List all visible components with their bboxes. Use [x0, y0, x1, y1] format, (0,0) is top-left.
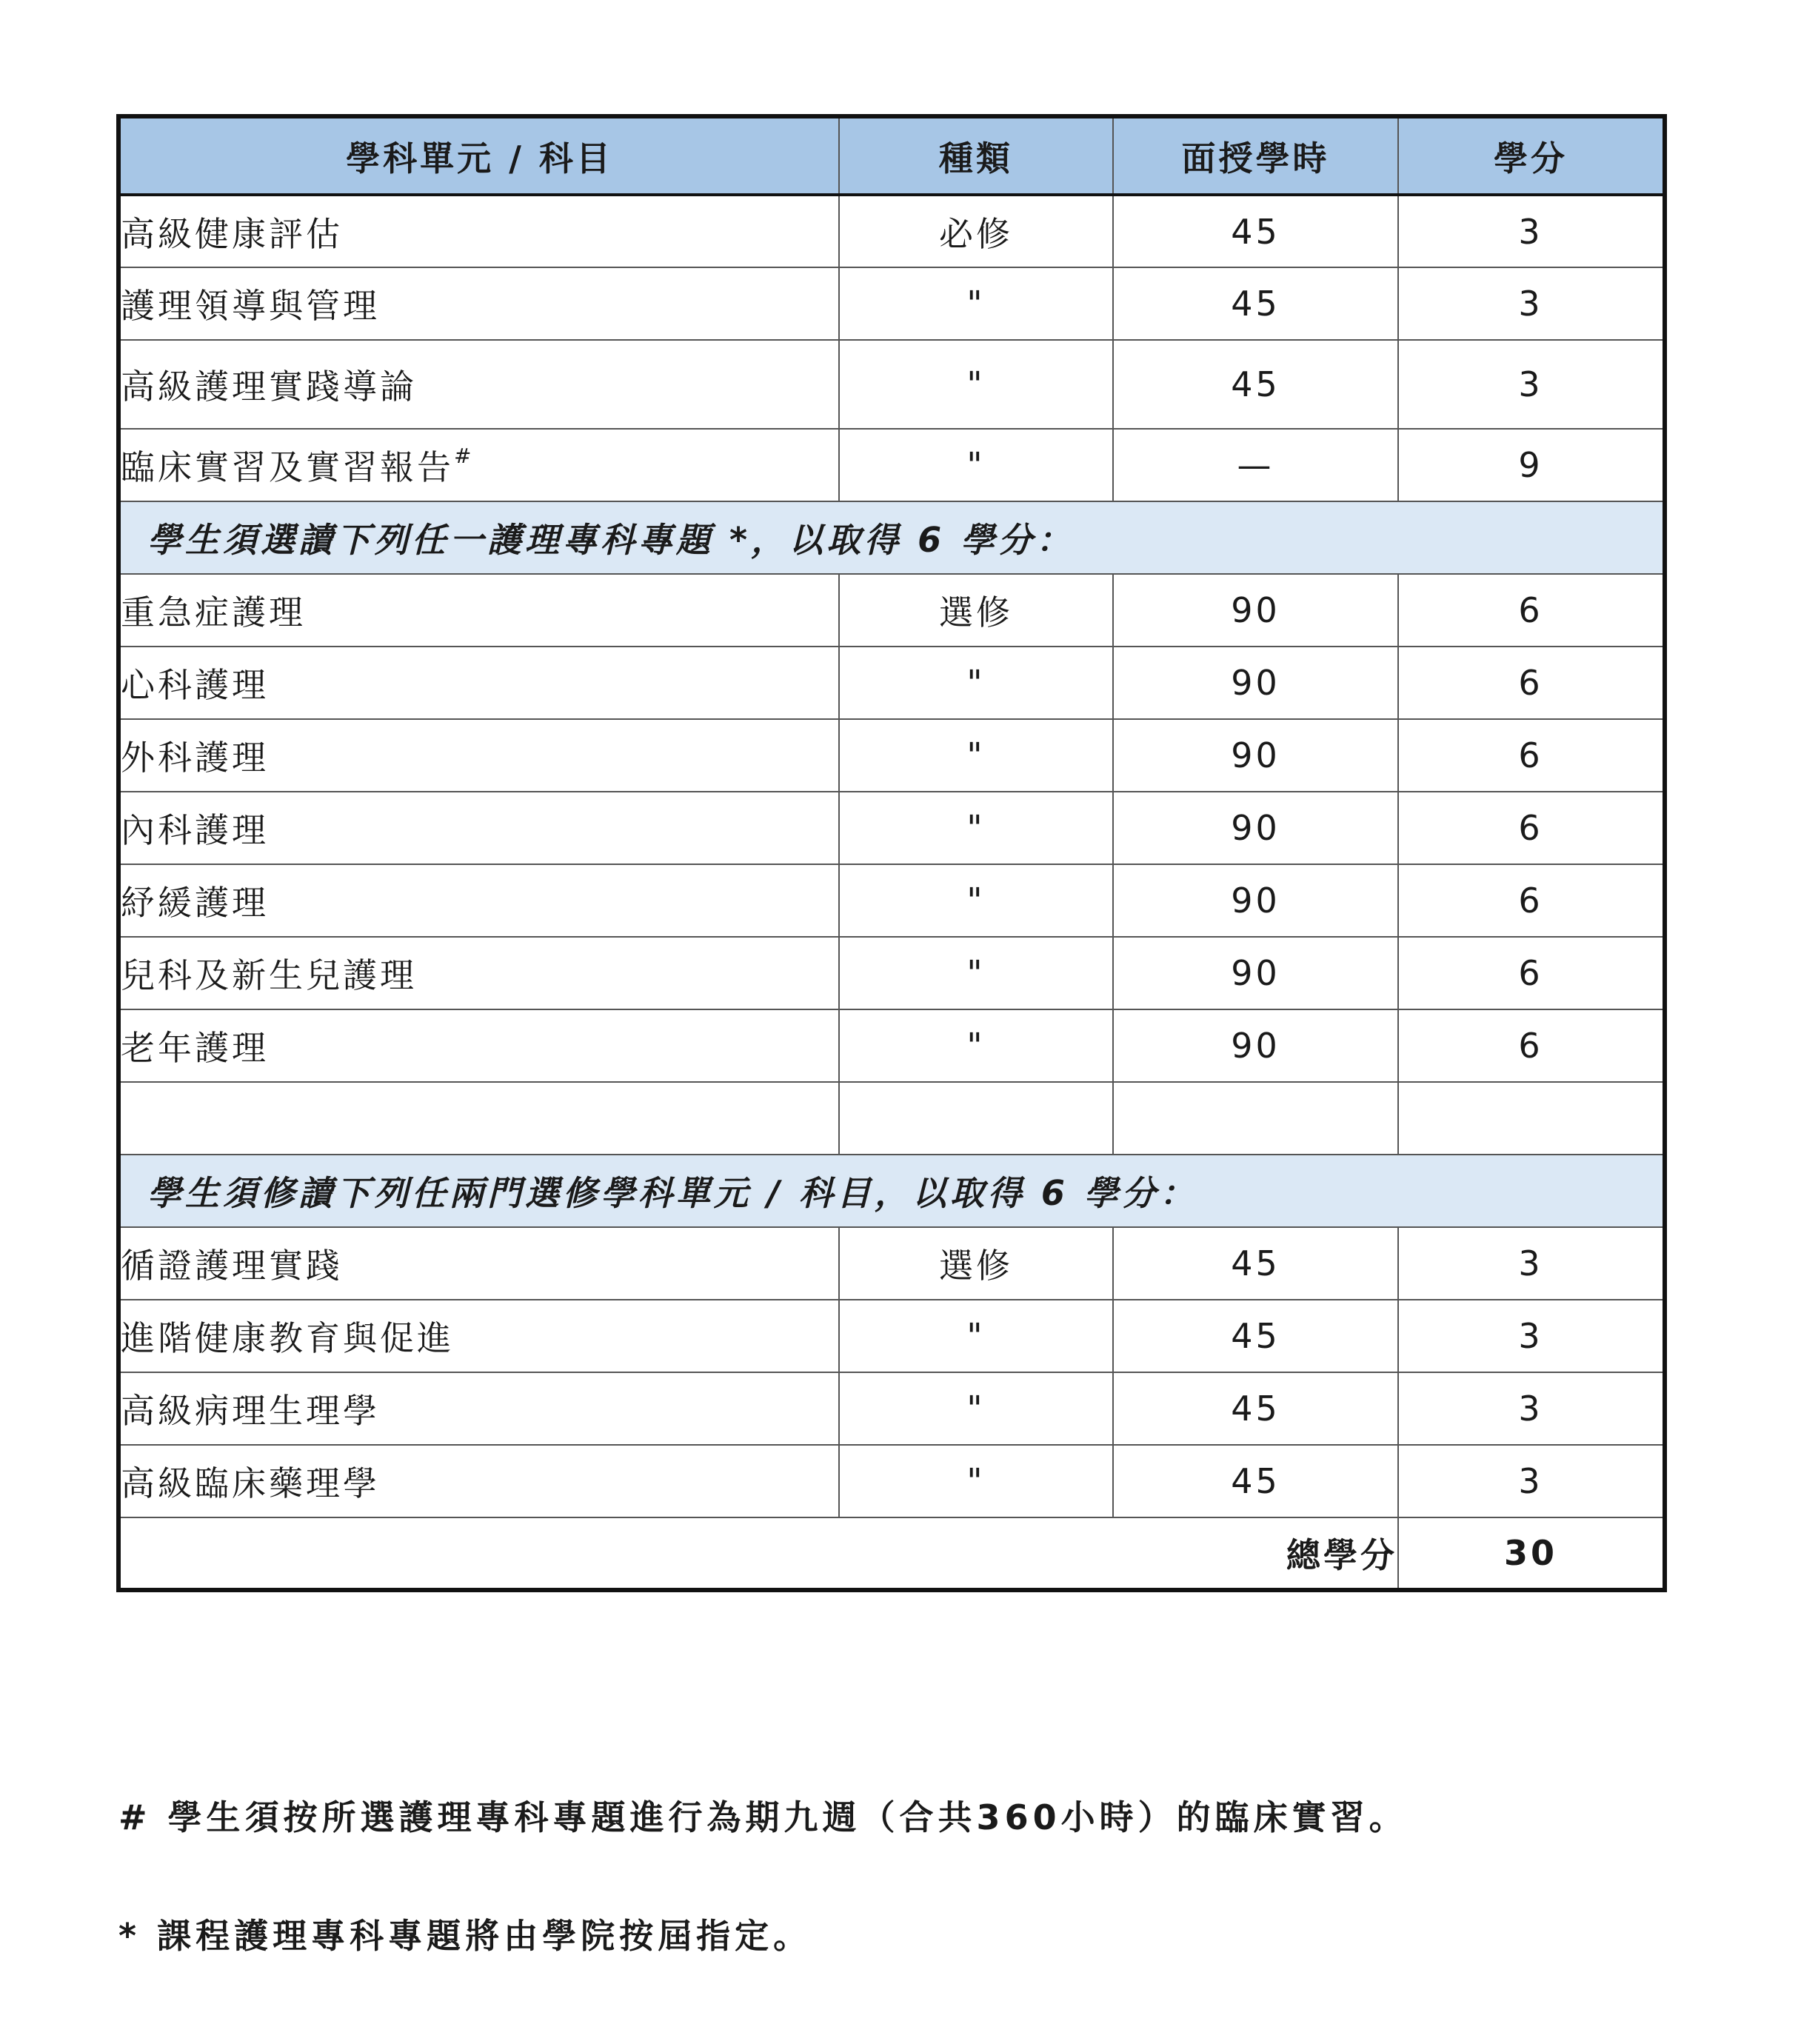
empty-cell	[1113, 1082, 1398, 1155]
subject-type: 選修	[839, 574, 1113, 647]
subject-type: "	[839, 429, 1113, 501]
subject-type: "	[839, 340, 1113, 429]
subject-type: "	[839, 864, 1113, 937]
subject-name: 高級健康評估	[118, 195, 839, 267]
subject-type: 必修	[839, 195, 1113, 267]
empty-cell	[839, 1082, 1113, 1155]
subject-name: 高級臨床藥理學	[118, 1445, 839, 1517]
footnote-clinical-practicum: # 學生須按所選護理專科專題進行為期九週（合共360小時）的臨床實習。	[118, 1797, 1408, 1837]
subject-hours: 45	[1113, 1372, 1398, 1445]
subject-name: 高級病理生理學	[118, 1372, 839, 1445]
subject-hours: 90	[1113, 647, 1398, 719]
subject-name: 外科護理	[118, 719, 839, 792]
subject-credits: 6	[1398, 937, 1665, 1009]
subject-hours: 45	[1113, 1300, 1398, 1372]
subject-hours: 45	[1113, 1445, 1398, 1517]
header-contact-hours: 面授學時	[1113, 116, 1398, 195]
subject-name: 高級護理實踐導論	[118, 340, 839, 429]
subject-hours: 90	[1113, 864, 1398, 937]
subject-hours: 90	[1113, 719, 1398, 792]
subject-hours: 45	[1113, 195, 1398, 267]
subject-credits: 3	[1398, 1300, 1665, 1372]
table-row	[118, 340, 1665, 429]
subject-credits: 3	[1398, 195, 1665, 267]
footnote-specialty-topic: * 課程護理專科專題將由學院按屆指定。	[118, 1916, 812, 1956]
table-row	[118, 429, 1665, 501]
section-row-specialty	[118, 501, 1665, 574]
course-structure-table	[116, 114, 1667, 1592]
subject-credits: 6	[1398, 864, 1665, 937]
subject-type: 選修	[839, 1227, 1113, 1300]
table-row	[118, 1372, 1665, 1445]
table-row	[118, 1300, 1665, 1372]
subject-name: 心科護理	[118, 647, 839, 719]
subject-name: 循證護理實踐	[118, 1227, 839, 1300]
subject-credits: 6	[1398, 719, 1665, 792]
subject-name: 護理領導與管理	[118, 267, 839, 340]
course-table-wrapper	[116, 114, 1663, 1592]
subject-credits: 3	[1398, 1445, 1665, 1517]
subject-credits: 6	[1398, 1009, 1665, 1082]
subject-type: "	[839, 937, 1113, 1009]
table-row	[118, 719, 1665, 792]
subject-credits: 3	[1398, 340, 1665, 429]
subject-name: 臨床實習及實習報告	[121, 447, 454, 487]
header-credits: 學分	[1398, 116, 1665, 195]
subject-hours: 90	[1113, 1009, 1398, 1082]
table-row	[118, 937, 1665, 1009]
header-subject: 學科單元 / 科目	[118, 116, 839, 195]
subject-name: 進階健康教育與促進	[118, 1300, 839, 1372]
empty-cell	[118, 1082, 839, 1155]
subject-hours: 45	[1113, 1227, 1398, 1300]
empty-cell	[1398, 1082, 1665, 1155]
subject-type: "	[839, 1445, 1113, 1517]
subject-credits: 6	[1398, 574, 1665, 647]
empty-row	[118, 1082, 1665, 1155]
subject-hours: 90	[1113, 937, 1398, 1009]
table-row	[118, 1445, 1665, 1517]
subject-type: "	[839, 1009, 1113, 1082]
subject-type: "	[839, 1300, 1113, 1372]
subject-name: 紓緩護理	[118, 864, 839, 937]
subject-type: "	[839, 792, 1113, 864]
subject-name-cell	[118, 429, 839, 501]
subject-credits: 9	[1398, 429, 1665, 501]
subject-credits: 3	[1398, 1227, 1665, 1300]
subject-type: "	[839, 267, 1113, 340]
subject-name: 兒科及新生兒護理	[118, 937, 839, 1009]
subject-credits: 6	[1398, 647, 1665, 719]
table-row	[118, 647, 1665, 719]
subject-hours: 45	[1113, 340, 1398, 429]
subject-hours: 90	[1113, 792, 1398, 864]
subject-name: 重急症護理	[118, 574, 839, 647]
subject-name: 老年護理	[118, 1009, 839, 1082]
table-row	[118, 574, 1665, 647]
subject-type: "	[839, 647, 1113, 719]
table-row	[118, 195, 1665, 267]
header-type: 種類	[839, 116, 1113, 195]
section-title: 學生須選讀下列任一護理專科專題 *，以取得 6 學分：	[118, 501, 1665, 574]
total-credits-value: 30	[1398, 1517, 1665, 1590]
table-row	[118, 1227, 1665, 1300]
subject-credits: 6	[1398, 792, 1665, 864]
table-row	[118, 792, 1665, 864]
total-row	[118, 1517, 1665, 1590]
table-row	[118, 864, 1665, 937]
subject-credits: 3	[1398, 267, 1665, 340]
subject-hours: —	[1113, 429, 1398, 501]
table-header-row	[118, 116, 1665, 195]
section-title: 學生須修讀下列任兩門選修學科單元 / 科目，以取得 6 學分：	[118, 1155, 1665, 1227]
subject-name: 內科護理	[118, 792, 839, 864]
subject-type: "	[839, 719, 1113, 792]
subject-hours: 90	[1113, 574, 1398, 647]
footnote-marker: #	[454, 443, 475, 468]
subject-hours: 45	[1113, 267, 1398, 340]
total-credits-label: 總學分	[118, 1517, 1398, 1590]
subject-credits: 3	[1398, 1372, 1665, 1445]
table-row	[118, 1009, 1665, 1082]
subject-type: "	[839, 1372, 1113, 1445]
table-row	[118, 267, 1665, 340]
section-row-electives	[118, 1155, 1665, 1227]
